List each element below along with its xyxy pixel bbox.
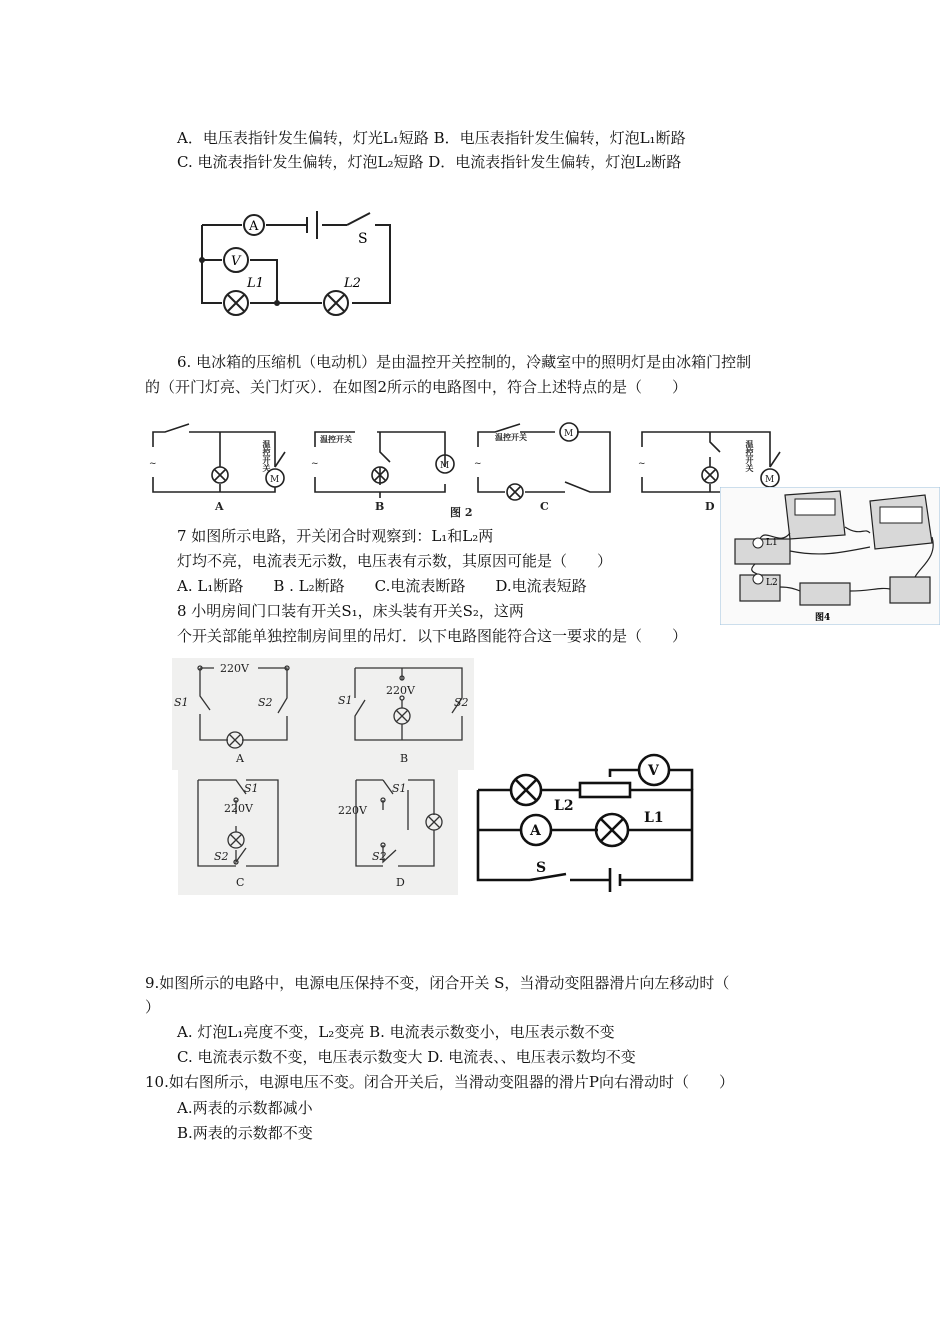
q5-option-line-2: C. 电流表指针发生偏转，灯泡L₂短路 D．电流表指针发生偏转，灯泡L₂断路 [177,153,682,171]
q6-line-1: 6. 电冰箱的压缩机（电动机）是由温控开关控制的，冷藏室中的照明灯是由冰箱门控制 [177,353,752,371]
fig4-caption: 图4 [815,613,831,623]
q8a-s1: S1 [174,696,189,709]
q10-option-b: B.两表的示数都不变 [177,1124,313,1142]
q10-option-a: A.两表的示数都减小 [177,1099,313,1117]
q8-label-b: B [400,752,409,765]
fig2-source-b: ~ [311,459,319,469]
q9-options-2: C. 电流表示数不变，电压表示数变大 D. 电流表、、电压表示数均不变 [177,1048,636,1066]
q8-circuits-cd [178,770,458,895]
q9-options-1: A. 灯泡L₁亮度不变，L₂变亮 B. 电流表示数变小，电压表示数不变 [177,1023,615,1041]
q9-lamp1-label: L1 [644,810,664,826]
q8a-s2: S2 [258,696,273,709]
q10-stem: 10.如右图所示，电源电压不变。闭合开关后，当滑动变阻器的滑片P向右滑动时（ ） [145,1073,734,1091]
q9-circuit-figure [470,752,700,892]
q7-options: A. L₁断路 B . L₂断路 C.电流表断路 D.电流表短路 [177,577,587,595]
fig2-temp-switch-a: 温控开关 [262,440,272,472]
q8-line-1: 8 小明房间门口装有开关S₁，床头装有开关S₂，这两 [177,602,524,620]
q8-line-2: 个开关部能单独控制房间里的吊灯．以下电路图能符合这一要求的是（ ） [177,627,688,645]
q8c-s1: S1 [244,782,259,795]
fig2-motor-a: M [270,475,280,485]
q8c-voltage: 220V [224,802,253,815]
q9-voltmeter-label: V [648,763,659,779]
q5-lamp1-label: L1 [247,276,264,291]
fig2-temp-switch-b: 温控开关 [320,434,352,444]
fig2-motor-b: M [440,461,450,471]
q8d-s1: S1 [392,782,407,795]
fig2-source-a: ~ [149,459,157,469]
q8c-s2: S2 [214,850,229,863]
fig2-caption: 图 2 [450,506,473,519]
fig2-label-a: A [215,500,224,513]
q8b-s2: S2 [454,696,469,709]
fig2-label-d: D [705,500,715,513]
q5-circuit-figure [192,205,402,320]
q5-option-line-1: A．电压表指针发生偏转，灯光L₁短路 B．电压表指针发生偏转，灯泡L₁断路 [177,129,686,147]
q7-line-1: 7 如图所示电路，开关闭合时观察到：L₁和L₂两 [177,527,494,545]
q8a-voltage: 220V [220,662,249,675]
fig2-temp-switch-c: 温控开关 [495,432,527,442]
q8b-s1: S1 [338,694,353,707]
fig2-label-b: B [375,500,385,513]
q5-voltmeter-label: V [231,254,241,269]
q5-ammeter-label: A [249,219,259,234]
q8-circuits-ab [172,658,474,770]
q8-label-c: C [236,876,245,889]
fig2-source-d: ~ [638,459,646,469]
fig2-motor-c: M [564,429,574,439]
q9-stem: 9.如图所示的电路中，电源电压保持不变，闭合开关 S，当滑动变阻器滑片向左移动时（ [145,974,730,992]
q8d-voltage: 220V [338,804,367,817]
q6-line-2: 的（开门灯亮、关门灯灭）．在如图2所示的电路图中，符合上述特点的是（ ） [145,378,688,396]
figure-2-fridge-circuits [145,422,785,522]
q9-stem-close: ） [145,998,161,1016]
fig4-lamp2-label: L2 [766,578,778,588]
fig2-motor-d: M [765,475,775,485]
q8b-voltage: 220V [386,684,415,697]
q9-lamp2-label: L2 [554,798,574,814]
q9-ammeter-label: A [530,823,541,839]
q5-lamp2-label: L2 [344,276,361,291]
q7-line-2: 灯均不亮，电流表无示数，电压表有示数，其原因可能是（ ） [177,552,613,570]
q8d-s2: S2 [372,850,387,863]
fig2-source-c: ~ [474,459,482,469]
q5-switch-label: S [358,231,368,247]
q8-label-d: D [396,876,405,889]
fig2-label-c: C [540,500,549,513]
q9-switch-label: S [536,860,547,876]
fig2-temp-switch-d: 温控开关 [745,440,755,472]
figure-4-apparatus [720,487,940,625]
q8-label-a: A [236,752,244,765]
fig4-lamp1-label: L1 [766,538,778,548]
